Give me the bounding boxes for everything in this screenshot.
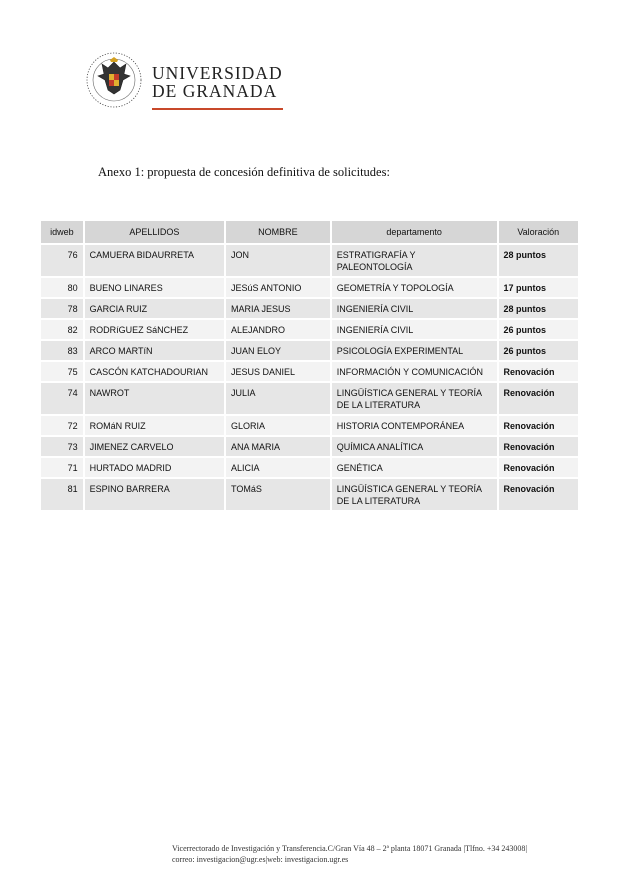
cell-apellidos: JIMENEZ CARVELO — [85, 437, 224, 456]
cell-departamento: HISTORIA CONTEMPORÁNEA — [332, 416, 497, 435]
cell-apellidos: RODRíGUEZ SáNCHEZ — [85, 320, 224, 339]
annex-intro: Anexo 1: propuesta de concesión definitiva de solicitudes: — [98, 165, 390, 179]
cell-valoracion: Renovación — [499, 416, 578, 435]
cell-apellidos: CAMUERA BIDAURRETA — [85, 245, 224, 276]
logo-line-2: DE GRANADA — [152, 81, 278, 101]
table-row — [41, 416, 578, 435]
cell-departamento: GEOMETRÍA Y TOPOLOGÍA — [332, 278, 497, 297]
table-row — [41, 299, 578, 318]
cell-nombre: JESUS DANIEL — [226, 362, 330, 381]
table-body — [41, 245, 578, 510]
cell-valoracion: 17 puntos — [499, 278, 578, 297]
page-footer — [172, 843, 527, 865]
cell-apellidos: ARCO MARTíN — [85, 341, 224, 360]
table-row — [41, 245, 578, 276]
cell-valoracion: 26 puntos — [499, 341, 578, 360]
cell-departamento: INGENIERÍA CIVIL — [332, 299, 497, 318]
results-table — [39, 219, 580, 512]
cell-idweb: 72 — [41, 416, 83, 435]
cell-departamento: LINGÜÍSTICA GENERAL Y TEORÍA DE LA LITERATURA — [332, 383, 497, 414]
cell-nombre: ANA MARIA — [226, 437, 330, 456]
cell-valoracion: 28 puntos — [499, 245, 578, 276]
cell-departamento: INFORMACIÓN Y COMUNICACIÓN — [332, 362, 497, 381]
cell-nombre: JUAN ELOY — [226, 341, 330, 360]
cell-departamento: GENÉTICA — [332, 458, 497, 477]
cell-valoracion: Renovación — [499, 437, 578, 456]
cell-idweb: 80 — [41, 278, 83, 297]
cell-idweb: 83 — [41, 341, 83, 360]
cell-apellidos: ROMáN RUIZ — [85, 416, 224, 435]
cell-nombre: GLORIA — [226, 416, 330, 435]
cell-valoracion: Renovación — [499, 362, 578, 381]
cell-valoracion: Renovación — [499, 383, 578, 414]
table-row — [41, 341, 578, 360]
cell-valoracion: Renovación — [499, 479, 578, 510]
university-crest-icon — [84, 50, 144, 110]
cell-departamento: INGENIERÍA CIVIL — [332, 320, 497, 339]
cell-idweb: 71 — [41, 458, 83, 477]
university-logo-text — [152, 64, 283, 100]
cell-apellidos: HURTADO MADRID — [85, 458, 224, 477]
cell-nombre: MARIA JESUS — [226, 299, 330, 318]
cell-nombre: ALICIA — [226, 458, 330, 477]
cell-departamento: ESTRATIGRAFÍA Y PALEONTOLOGÍA — [332, 245, 497, 276]
cell-nombre: TOMáS — [226, 479, 330, 510]
logo-accent-rule — [152, 108, 283, 110]
cell-apellidos: ESPINO BARRERA — [85, 479, 224, 510]
cell-idweb: 74 — [41, 383, 83, 414]
table-row — [41, 458, 578, 477]
column-header-nombre: NOMBRE — [226, 221, 330, 243]
logo-line-1: UNIVERSIDAD — [152, 63, 283, 83]
cell-idweb: 76 — [41, 245, 83, 276]
cell-idweb: 75 — [41, 362, 83, 381]
table-row — [41, 362, 578, 381]
footer-contact: correo: investigacion@ugr.es|web: investigacion.ugr.es — [172, 855, 349, 864]
table-row — [41, 320, 578, 339]
cell-departamento: QUÍMICA ANALÍTICA — [332, 437, 497, 456]
cell-nombre: JON — [226, 245, 330, 276]
cell-idweb: 81 — [41, 479, 83, 510]
university-header — [84, 50, 304, 116]
column-header-apellidos: APELLIDOS — [85, 221, 224, 243]
footer-address: Vicerrectorado de Investigación y Transferencia.C/Gran Vía 48 – 2ª planta 18071 Granada |Tlfno. +34 243008| — [172, 844, 527, 853]
table-row — [41, 278, 578, 297]
table-header-row — [41, 221, 578, 243]
cell-idweb: 82 — [41, 320, 83, 339]
column-header-valoracion: Valoración — [499, 221, 578, 243]
cell-nombre: ALEJANDRO — [226, 320, 330, 339]
table-row — [41, 437, 578, 456]
column-header-idweb: idweb — [41, 221, 83, 243]
column-header-departamento: departamento — [332, 221, 497, 243]
cell-idweb: 78 — [41, 299, 83, 318]
cell-valoracion: 28 puntos — [499, 299, 578, 318]
cell-departamento: LINGÜÍSTICA GENERAL Y TEORÍA DE LA LITERATURA — [332, 479, 497, 510]
cell-apellidos: CASCÓN KATCHADOURIAN — [85, 362, 224, 381]
cell-apellidos: GARCIA RUIZ — [85, 299, 224, 318]
cell-departamento: PSICOLOGÍA EXPERIMENTAL — [332, 341, 497, 360]
cell-valoracion: Renovación — [499, 458, 578, 477]
cell-apellidos: NAWROT — [85, 383, 224, 414]
table-row — [41, 479, 578, 510]
cell-nombre: JULIA — [226, 383, 330, 414]
cell-nombre: JESúS ANTONIO — [226, 278, 330, 297]
cell-idweb: 73 — [41, 437, 83, 456]
table-row — [41, 383, 578, 414]
cell-valoracion: 26 puntos — [499, 320, 578, 339]
cell-apellidos: BUENO LINARES — [85, 278, 224, 297]
